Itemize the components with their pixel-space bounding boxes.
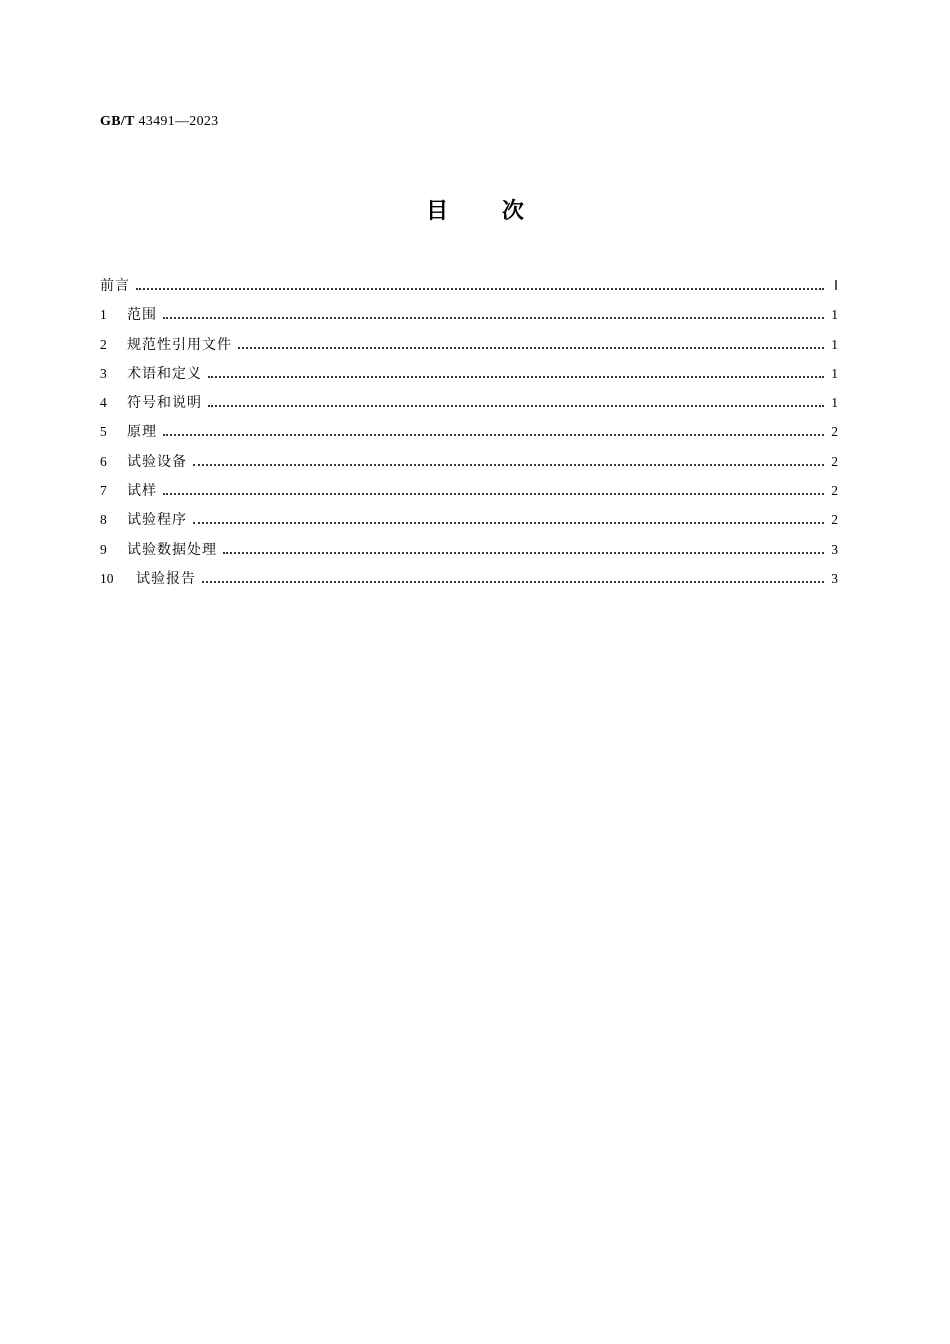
- toc-entry-title: 试样: [127, 483, 157, 500]
- toc-entry-title: 试验数据处理: [127, 541, 217, 558]
- toc-entry-number: 6: [100, 453, 107, 469]
- toc-entry-title: 符号和说明: [127, 395, 202, 412]
- toc-leader-dots: [208, 376, 824, 378]
- standard-code: [100, 114, 218, 130]
- toc-entry-number: 2: [100, 336, 107, 352]
- toc-title-char-2: 次: [501, 199, 524, 224]
- toc-entry-title: 试验报告: [136, 570, 196, 587]
- toc-entry-page: 3: [831, 570, 838, 586]
- toc-entry-page: 1: [831, 336, 838, 352]
- toc-entry-page: 1: [831, 365, 838, 381]
- toc-entry-2[interactable]: [100, 330, 838, 359]
- toc-entry-1[interactable]: [100, 300, 838, 329]
- toc-entry-page: 1: [831, 307, 838, 323]
- toc-leader-dots: [223, 552, 824, 554]
- toc-entry-page: 2: [831, 453, 838, 469]
- toc-entry-6[interactable]: [100, 447, 838, 476]
- toc-entry-number: 4: [100, 395, 107, 411]
- toc-entry-title: 规范性引用文件: [127, 336, 232, 353]
- toc-entry-number: 3: [100, 365, 107, 381]
- toc-title: [0, 194, 950, 225]
- toc-entry-9[interactable]: [100, 535, 838, 564]
- toc-leader-dots: [163, 434, 824, 436]
- toc-entry-title: 试验设备: [127, 453, 187, 470]
- toc-leader-dots: [238, 347, 824, 349]
- toc-leader-dots: [193, 464, 824, 466]
- toc-entry-page: Ⅰ: [834, 278, 838, 293]
- toc-entry-4[interactable]: [100, 388, 838, 417]
- toc-entry-page: 2: [831, 424, 838, 440]
- toc-entry-page: 2: [831, 512, 838, 528]
- toc-entry-number: 8: [100, 512, 107, 528]
- toc-leader-dots: [202, 581, 824, 583]
- toc-entry-page: 1: [831, 395, 838, 411]
- toc-entry-7[interactable]: [100, 476, 838, 505]
- toc-entry-title: 原理: [127, 424, 157, 441]
- toc-leader-dots: [163, 493, 824, 495]
- toc-entry-3[interactable]: [100, 359, 838, 388]
- toc-title-char-1: 目: [426, 199, 449, 224]
- toc-entry-title: 前言: [100, 278, 130, 294]
- toc-entry-page: 2: [831, 483, 838, 499]
- toc-entry-number: 10: [100, 570, 114, 586]
- toc-entry-title: 范围: [127, 307, 157, 324]
- toc-entry-number: 9: [100, 541, 107, 557]
- toc-entry-5[interactable]: [100, 417, 838, 446]
- toc-entry-number: 7: [100, 483, 107, 499]
- toc-entry-page: 3: [831, 541, 838, 557]
- toc-entry-number: 5: [100, 424, 107, 440]
- toc-entry-10[interactable]: [100, 564, 838, 593]
- toc-entry-title: 试验程序: [127, 512, 187, 529]
- toc-leader-dots: [208, 405, 824, 407]
- toc-entry-foreword[interactable]: [100, 271, 838, 300]
- standard-prefix: GB/T: [100, 114, 135, 129]
- toc-list: [100, 271, 838, 593]
- toc-leader-dots: [136, 288, 824, 290]
- toc-entry-number: 1: [100, 307, 107, 323]
- standard-number: 43491—2023: [138, 114, 219, 129]
- toc-entry-title: 术语和定义: [127, 365, 202, 382]
- toc-entry-8[interactable]: [100, 505, 838, 534]
- toc-leader-dots: [193, 522, 824, 524]
- toc-leader-dots: [163, 317, 824, 319]
